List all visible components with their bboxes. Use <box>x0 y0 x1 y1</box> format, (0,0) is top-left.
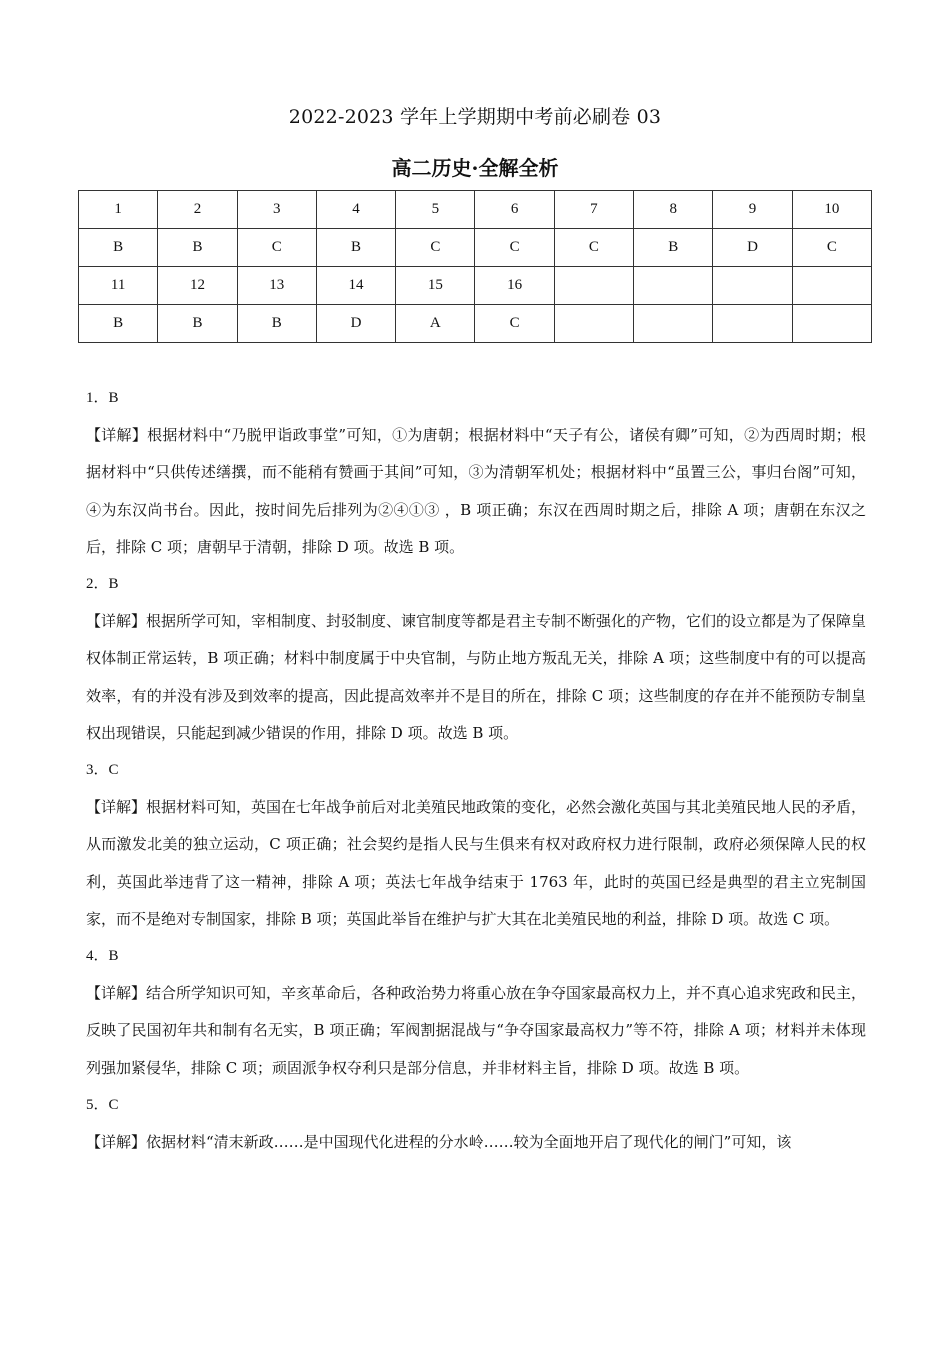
question-number-cell: 16 <box>475 267 554 305</box>
question-explanation: 【详解】根据所学可知，宰相制度、封驳制度、谏官制度等都是君主专制不断强化的产物，它们的设立都是为了保障皇权体制正常运转，B 项正确；材料中制度属于中央官制，与防止地方叛乱无关，排除 A 项；这些制度中有的可以提高效率，有的并没有涉及到效率的提高，因此提高效率并不是目的所在，排除 C 项；这些制度的存在并不能预防专制皇权出现错误，只能起到减少错误的作用，排除 D 项。故选 B 项。 <box>86 612 867 742</box>
answer-cell: C <box>792 229 871 267</box>
page-subtitle: 高二历史·全解全析 <box>391 156 559 180</box>
question-number-cell: 9 <box>713 191 792 229</box>
answer-table-row <box>79 229 872 267</box>
question-number-cell <box>634 267 713 305</box>
answer-cell <box>792 305 871 343</box>
question-number-cell <box>713 267 792 305</box>
explanations <box>86 380 866 1161</box>
answer-cell: C <box>554 229 633 267</box>
question-number-cell: 7 <box>554 191 633 229</box>
question-number-cell: 4 <box>316 191 395 229</box>
answer-cell: D <box>713 229 792 267</box>
answer-cell: A <box>396 305 475 343</box>
answer-table-row <box>79 191 872 229</box>
answer-cell: C <box>396 229 475 267</box>
question-number-cell: 3 <box>237 191 316 229</box>
question-number-cell: 8 <box>634 191 713 229</box>
answer-cell: B <box>79 229 158 267</box>
answer-cell: B <box>634 229 713 267</box>
question-number-cell: 12 <box>158 267 237 305</box>
answer-cell <box>554 305 633 343</box>
question-heading: 4．B <box>86 948 119 965</box>
question-number-cell <box>554 267 633 305</box>
answer-table-row <box>79 267 872 305</box>
question-number-cell: 2 <box>158 191 237 229</box>
answer-cell <box>634 305 713 343</box>
question-number-cell: 6 <box>475 191 554 229</box>
question-number-cell <box>792 267 871 305</box>
question-number-cell: 10 <box>792 191 871 229</box>
answer-cell: C <box>475 229 554 267</box>
question-heading: 1．B <box>86 390 119 406</box>
question-heading: 5．C <box>86 1096 119 1113</box>
answer-cell: D <box>316 305 395 343</box>
page-title: 2022-2023 学年上学期期中考前必刷卷 03 <box>288 106 662 128</box>
answer-cell: B <box>79 305 158 343</box>
answer-cell <box>713 305 792 343</box>
question-explanation: 【详解】结合所学知识可知，辛亥革命后，各种政治势力将重心放在争夺国家最高权力上，并不真心追求宪政和民主，反映了民国初年共和制有名无实，B 项正确；军阀割据混战与“争夺国家最高权力”等不符，排除 A 项；材料并未体现列强加紧侵华，排除 C 项；顽固派争权夺利只是部分信息，并非材料主旨，排除 D 项。故选 B 项。 <box>86 984 867 1077</box>
question-number-cell: 14 <box>316 267 395 305</box>
answer-cell: B <box>316 229 395 267</box>
question-number-cell: 13 <box>237 267 316 305</box>
question-number-cell: 15 <box>396 267 475 305</box>
question-heading: 3．C <box>86 762 119 779</box>
answer-cell: B <box>158 305 237 343</box>
question-heading: 2．B <box>86 576 119 593</box>
answer-table-row <box>79 305 872 343</box>
answer-table <box>78 190 872 343</box>
answer-cell: C <box>237 229 316 267</box>
question-number-cell: 1 <box>79 191 158 229</box>
question-explanation: 【详解】依据材料“清末新政……是中国现代化进程的分水岭……较为全面地开启了现代化的闸门”可知，该 <box>86 1133 792 1152</box>
question-number-cell: 11 <box>79 267 158 305</box>
question-explanation: 【详解】根据材料可知，英国在七年战争前后对北美殖民地政策的变化，必然会激化英国与其北美殖民地人民的矛盾，从而激发北美的独立运动，C 项正确；社会契约是指人民与生俱来有权对政府权力进行限制，政府必须保障人民的权利，英国此举违背了这一精神，排除 A 项；英法七年战争结束于 1763 年，此时的英国已经是典型的君主立宪制国家，而不是绝对专制国家，排除 B 项；英国此举旨在维护与扩大其在北美殖民地的利益，排除 D 项。故选 C 项。 <box>86 798 867 928</box>
question-number-cell: 5 <box>396 191 475 229</box>
answer-cell: B <box>158 229 237 267</box>
answer-cell: C <box>475 305 554 343</box>
answer-cell: B <box>237 305 316 343</box>
question-explanation: 【详解】根据材料中“乃脱甲诣政事堂”可知，①为唐朝；根据材料中“天子有公，诸侯有卿”可知，②为西周时期；根据材料中“只供传述缮撰，而不能稍有赞画于其间”可知，③为清朝军机处；根据材料中“虽置三公，事归台阁”可知，④为东汉尚书台。因此，按时间先后排列为②④①③ ，B 项正确；东汉在西周时期之后，排除 A 项；唐朝在东汉之后，排除 C 项；唐朝早于清朝，排除 D 项。故选 B 项。 <box>86 426 866 556</box>
